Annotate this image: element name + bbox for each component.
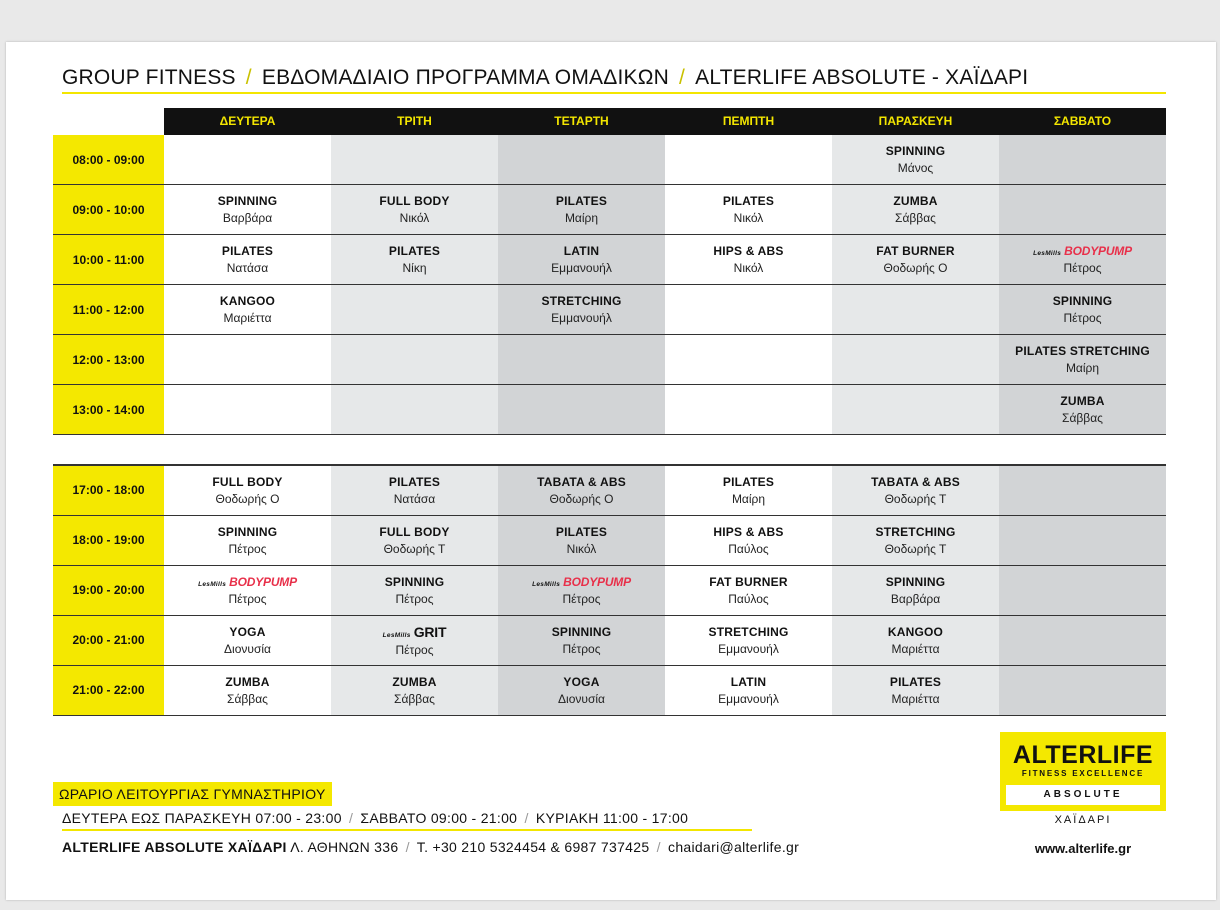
class-name: HIPS & ABS	[713, 244, 784, 258]
class-cell	[665, 566, 832, 615]
class-name: PILATES STRETCHING	[1015, 344, 1150, 358]
class-cell	[331, 235, 498, 284]
contact-name: ALTERLIFE ABSOLUTE ΧΑΪΔΑΡΙ	[62, 839, 287, 855]
class-cell	[498, 516, 665, 565]
schedule-page	[6, 42, 1216, 900]
instructor-name: Νικόλ	[566, 541, 597, 556]
logo-location: ΧΑΪΔΑΡΙ	[1054, 814, 1112, 826]
day-header-row	[164, 108, 1166, 135]
class-cell	[498, 385, 665, 434]
class-name: SPINNING	[885, 574, 946, 589]
class-cell	[164, 135, 331, 184]
day-header: ΤΡΙΤΗ	[397, 114, 432, 128]
instructor-name: Εμμανουήλ	[718, 641, 779, 656]
class-cell	[665, 335, 832, 384]
class-cell	[331, 385, 498, 434]
title-part-location: ALTERLIFE ABSOLUTE - ΧΑΪΔΑΡΙ	[695, 66, 1029, 89]
schedule-row	[53, 335, 1166, 385]
class-cell	[164, 566, 331, 615]
class-cell	[999, 516, 1166, 565]
time-slot: 11:00 - 12:00	[53, 285, 164, 334]
time-slot: 08:00 - 09:00	[53, 135, 164, 184]
class-cell	[832, 466, 999, 515]
class-name: FULL BODY	[379, 194, 450, 208]
lesmills-program: GRIT	[413, 623, 447, 640]
class-cell	[832, 385, 999, 434]
opening-hours-label: ΩΡΑΡΙΟ ΛΕΙΤΟΥΡΓΙΑΣ ΓΥΜΝΑΣΤΗΡΙΟΥ	[53, 782, 332, 806]
class-name: PILATES	[221, 244, 274, 258]
instructor-name: Μαριέττα	[891, 641, 940, 656]
time-slot: 10:00 - 11:00	[53, 235, 164, 284]
class-cell	[999, 335, 1166, 384]
class-cell	[331, 335, 498, 384]
separator: /	[405, 839, 410, 855]
instructor-name: Πέτρος	[562, 591, 601, 606]
instructor-name: Εμμανουήλ	[551, 261, 612, 275]
instructor-name: Διονυσία	[558, 691, 605, 706]
time-slot: 12:00 - 13:00	[53, 335, 164, 384]
instructor-name: Σάββας	[394, 691, 435, 706]
class-cell	[498, 466, 665, 515]
instructor-name: Μαριέττα	[891, 691, 940, 706]
class-cell	[665, 516, 832, 565]
class-cell	[331, 466, 498, 515]
class-cell	[164, 466, 331, 515]
class-cell	[164, 385, 331, 434]
day-header: ΠΑΡΑΣΚΕΥΗ	[878, 114, 953, 128]
lesmills-logo	[383, 624, 447, 640]
instructor-name: Σάββας	[227, 691, 268, 706]
class-cell	[832, 516, 999, 565]
schedule-row	[53, 235, 1166, 285]
class-cell	[999, 616, 1166, 665]
class-cell	[498, 135, 665, 184]
day-header: ΔΕΥΤΕΡΑ	[219, 114, 276, 128]
class-name: FAT BURNER	[876, 244, 955, 258]
instructor-name: Θοδωρής Ο	[549, 491, 614, 506]
class-name: FULL BODY	[379, 524, 450, 539]
class-cell	[164, 666, 331, 715]
class-cell	[498, 285, 665, 334]
separator: /	[524, 810, 529, 826]
class-name: LATIN	[730, 674, 767, 689]
class-name: FAT BURNER	[709, 574, 788, 589]
class-cell	[665, 466, 832, 515]
instructor-name: Νατάσα	[226, 261, 269, 275]
logo-tagline: FITNESS EXCELLENCE	[1021, 769, 1145, 778]
class-cell	[498, 616, 665, 665]
class-cell	[999, 135, 1166, 184]
instructor-name: Παύλος	[728, 541, 769, 556]
class-cell	[832, 666, 999, 715]
instructor-name: Σάββας	[1062, 411, 1103, 425]
class-name: SPINNING	[384, 574, 445, 589]
hours-sunday: ΚΥΡΙΑΚΗ 11:00 - 17:00	[535, 810, 689, 826]
class-name: STRETCHING	[541, 294, 622, 308]
class-cell	[331, 566, 498, 615]
class-cell	[665, 385, 832, 434]
class-cell	[665, 235, 832, 284]
day-header: ΤΕΤΑΡΤΗ	[554, 114, 609, 128]
instructor-name: Θοδωρής Τ	[884, 491, 947, 506]
class-cell	[999, 466, 1166, 515]
instructor-name: Παύλος	[728, 591, 769, 606]
class-cell	[832, 335, 999, 384]
hours-weekdays: ΔΕΥΤΕΡΑ ΕΩΣ ΠΑΡΑΣΚΕΥΗ 07:00 - 23:00	[62, 810, 342, 826]
class-cell	[999, 666, 1166, 715]
instructor-name: Μαίρη	[731, 491, 766, 506]
opening-hours	[62, 810, 752, 831]
class-name: TABATA & ABS	[871, 474, 960, 489]
class-name: PILATES	[555, 194, 608, 208]
class-name: STRETCHING	[875, 524, 956, 539]
class-name: PILATES	[722, 194, 775, 208]
class-name: STRETCHING	[708, 624, 789, 639]
class-cell	[164, 235, 331, 284]
title-separator: /	[245, 66, 252, 89]
class-name: FULL BODY	[212, 474, 283, 489]
instructor-name: Μαίρη	[564, 211, 599, 225]
website-link[interactable]: www.alterlife.gr	[1034, 841, 1132, 856]
instructor-name: Πέτρος	[1063, 261, 1102, 275]
contact-phone: Τ. +30 210 5324454 & 6987 737425	[416, 839, 650, 855]
class-name: PILATES	[388, 244, 441, 258]
instructor-name: Νικόλ	[399, 211, 430, 225]
class-name: LATIN	[563, 244, 600, 258]
contact-email[interactable]: chaidari@alterlife.gr	[668, 839, 800, 855]
class-cell	[164, 335, 331, 384]
class-cell	[832, 185, 999, 234]
instructor-name: Νατάσα	[393, 491, 436, 506]
instructor-name: Πέτρος	[395, 642, 434, 657]
instructor-name: Πέτρος	[228, 591, 267, 606]
logo-brand: ALTERLIFE	[1012, 741, 1154, 769]
class-cell	[999, 285, 1166, 334]
day-header: ΣΑΒΒΑΤΟ	[1053, 114, 1112, 128]
time-slot: 17:00 - 18:00	[53, 466, 164, 515]
class-name: PILATES	[388, 474, 441, 489]
alterlife-logo	[1000, 732, 1166, 811]
instructor-name: Νικόλ	[733, 261, 764, 275]
class-cell	[665, 666, 832, 715]
schedule-row	[53, 285, 1166, 335]
class-cell	[665, 185, 832, 234]
schedule-row	[53, 616, 1166, 666]
evening-schedule	[53, 466, 1166, 716]
time-slot: 09:00 - 10:00	[53, 185, 164, 234]
lesmills-label: LesMills	[382, 631, 411, 639]
class-name: YOGA	[563, 674, 600, 689]
class-cell	[498, 566, 665, 615]
class-name: YOGA	[229, 624, 266, 639]
schedule-row	[53, 466, 1166, 516]
lesmills-program: BODYPUMP	[229, 574, 297, 589]
instructor-name: Μάνος	[897, 161, 934, 175]
schedule-row	[53, 666, 1166, 716]
instructor-name: Πέτρος	[228, 541, 267, 556]
instructor-name: Θοδωρής Τ	[383, 541, 446, 556]
class-cell	[665, 285, 832, 334]
instructor-name: Εμμανουήλ	[718, 691, 779, 706]
class-name: ZUMBA	[225, 674, 270, 689]
lesmills-logo	[198, 575, 297, 589]
class-cell	[331, 516, 498, 565]
instructor-name: Πέτρος	[395, 591, 434, 606]
class-cell	[832, 235, 999, 284]
schedule-row	[53, 185, 1166, 235]
lesmills-logo	[1033, 244, 1132, 258]
class-cell	[832, 135, 999, 184]
lesmills-label: LesMills	[198, 580, 227, 588]
class-cell	[331, 666, 498, 715]
class-cell	[331, 185, 498, 234]
morning-schedule	[53, 135, 1166, 435]
instructor-name: Νίκη	[402, 261, 427, 275]
lesmills-program: BODYPUMP	[563, 574, 631, 589]
instructor-name: Νικόλ	[733, 211, 764, 225]
instructor-name: Πέτρος	[562, 641, 601, 656]
class-cell	[498, 666, 665, 715]
class-cell	[498, 235, 665, 284]
schedule-row	[53, 566, 1166, 616]
lesmills-label: LesMills	[532, 580, 561, 588]
class-cell	[498, 185, 665, 234]
class-name: PILATES	[889, 674, 942, 689]
time-slot: 19:00 - 20:00	[53, 566, 164, 615]
schedule-row	[53, 135, 1166, 185]
instructor-name: Βαρβάρα	[890, 591, 941, 606]
schedule-row	[53, 385, 1166, 435]
lesmills-program: BODYPUMP	[1064, 244, 1132, 258]
separator: /	[348, 810, 354, 826]
time-slot: 18:00 - 19:00	[53, 516, 164, 565]
class-name: PILATES	[722, 474, 775, 489]
class-cell	[164, 285, 331, 334]
day-header: ΠΕΜΠΤΗ	[722, 114, 775, 128]
class-name: KANGOO	[887, 624, 944, 639]
lesmills-logo	[532, 575, 631, 589]
class-cell	[999, 185, 1166, 234]
class-cell	[832, 566, 999, 615]
schedule-row	[53, 516, 1166, 566]
class-name: PILATES	[555, 524, 608, 539]
class-cell	[999, 566, 1166, 615]
instructor-name: Βαρβάρα	[222, 211, 273, 225]
title-part-program: ΕΒΔΟΜΑΔΙΑΙΟ ΠΡΟΓΡΑΜΜΑ ΟΜΑΔΙΚΩΝ	[261, 66, 669, 89]
class-cell	[999, 235, 1166, 284]
class-name: ZUMBA	[1060, 394, 1105, 408]
time-slot: 21:00 - 22:00	[53, 666, 164, 715]
class-name: SPINNING	[1052, 294, 1113, 308]
separator: /	[656, 839, 661, 855]
class-cell	[832, 285, 999, 334]
class-name: KANGOO	[219, 294, 276, 308]
instructor-name: Μαριέττα	[223, 311, 272, 325]
instructor-name: Πέτρος	[1063, 311, 1102, 325]
contact-line	[62, 839, 799, 855]
instructor-name: Διονυσία	[224, 641, 271, 656]
hours-saturday: ΣΑΒΒΑΤΟ 09:00 - 21:00	[360, 810, 518, 826]
class-cell	[999, 385, 1166, 434]
class-name: ZUMBA	[392, 674, 437, 689]
lesmills-label: LesMills	[1033, 250, 1062, 257]
class-name: TABATA & ABS	[537, 474, 626, 489]
time-slot: 20:00 - 21:00	[53, 616, 164, 665]
class-name: SPINNING	[217, 194, 278, 208]
title-separator: /	[679, 66, 686, 89]
class-cell	[331, 616, 498, 665]
class-cell	[164, 616, 331, 665]
title-part-group-fitness: GROUP FITNESS	[62, 66, 236, 89]
class-cell	[164, 516, 331, 565]
time-slot: 13:00 - 14:00	[53, 385, 164, 434]
class-cell	[498, 335, 665, 384]
instructor-name: Μαίρη	[1065, 361, 1100, 375]
instructor-name: Σάββας	[895, 211, 936, 225]
contact-address: Λ. ΑΘΗΝΩΝ 336	[290, 839, 399, 855]
class-cell	[164, 185, 331, 234]
instructor-name: Θοδωρής Ο	[883, 261, 948, 275]
instructor-name: Εμμανουήλ	[551, 311, 612, 325]
class-name: SPINNING	[217, 524, 278, 539]
logo-absolute: ABSOLUTE	[1006, 785, 1160, 805]
class-cell	[665, 616, 832, 665]
instructor-name: Θοδωρής Τ	[884, 541, 947, 556]
class-cell	[331, 135, 498, 184]
class-name: SPINNING	[551, 624, 612, 639]
class-cell	[665, 135, 832, 184]
instructor-name: Θοδωρής Ο	[215, 491, 280, 506]
page-title	[62, 66, 1166, 94]
class-name: ZUMBA	[893, 194, 938, 208]
class-name: HIPS & ABS	[713, 524, 784, 539]
class-cell	[832, 616, 999, 665]
class-cell	[331, 285, 498, 334]
class-name: SPINNING	[885, 144, 946, 158]
